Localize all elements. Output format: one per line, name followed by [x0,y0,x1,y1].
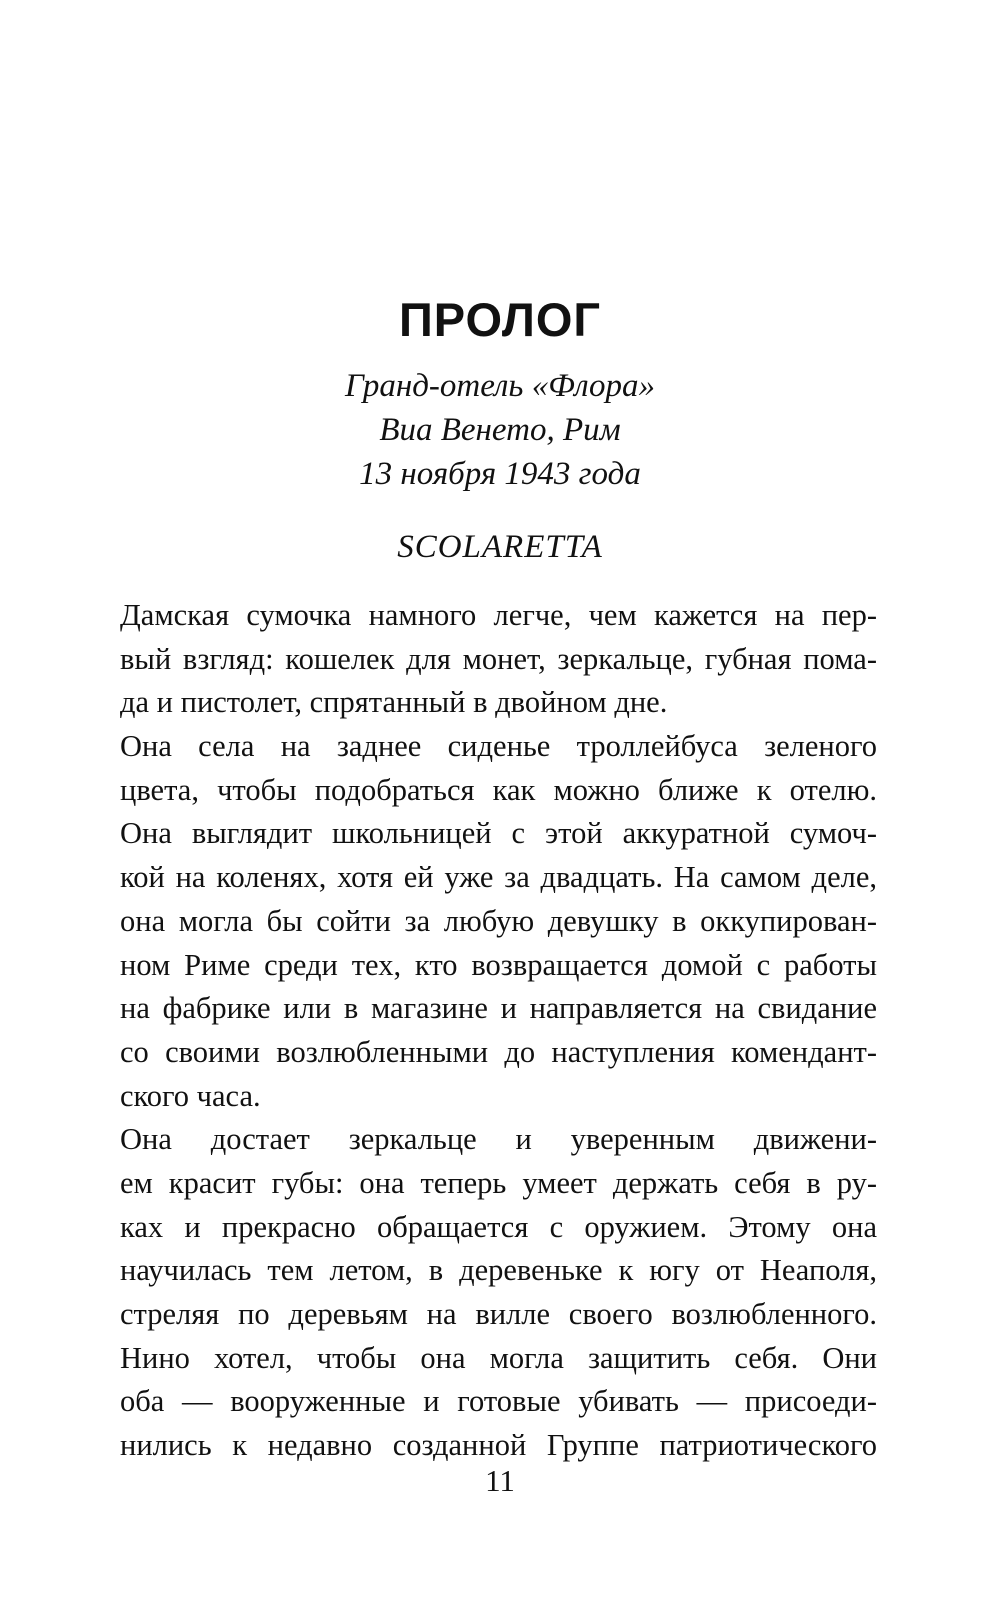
setting-date: 13 ноября 1943 года [359,456,641,492]
text-line: Она села на заднее сиденье троллейбуса зеленого [120,729,877,764]
text-line: вый взгляд: кошелек для монет, зеркальце, губная пома- [120,641,877,676]
text-line: Она достает зеркальце и уверенным движени- [120,1122,877,1157]
text-line: оба — вооруженные и готовые убивать — присоеди- [120,1384,877,1419]
text-line: ках и прекрасно обращается с оружием. Этому она [120,1209,877,1244]
text-line: цвета, чтобы подобраться как можно ближе к отелю. [120,772,877,807]
body-text [120,594,877,1468]
text-line: на фабрике или в магазине и направляется на свидание [120,991,877,1026]
text-line: нились к недавно созданной Группе патриотического [120,1428,877,1463]
setting-street: Виа Венето, Рим [379,412,621,448]
section-title: SCOLARETTA [397,529,603,565]
text-line: Она выглядит школьницей с этой аккуратной сумоч- [120,816,877,851]
text-line: со своими возлюбленными до наступления комендант- [120,1034,877,1069]
text-line: ном Риме среди тех, кто возвращается домой с работы [120,947,877,982]
text-line: стреляя по деревьям на вилле своего возлюбленного. [120,1297,877,1331]
text-line: ского часа. [120,1078,261,1113]
text-line: Дамская сумочка намного легче, чем кажется на пер- [120,598,877,632]
text-line: да и пистолет, спрятанный в двойном дне. [120,685,668,720]
page-number: 11 [485,1463,515,1498]
chapter-title: ПРОЛОГ [398,293,602,346]
setting-hotel: Гранд-отель «Флора» [344,368,656,404]
text-line: кой на коленях, хотя ей уже за двадцать. На самом деле, [120,860,877,895]
text-line: Нино хотел, чтобы она могла защитить себя. Они [120,1340,877,1375]
text-line: она могла бы сойти за любую девушку в оккупирован- [120,903,877,938]
text-line: научилась тем летом, в деревеньке к югу от Неаполя, [120,1253,877,1288]
chapter-setting [0,364,1000,496]
text-line: ем красит губы: она теперь умеет держать себя в ру- [120,1165,877,1200]
